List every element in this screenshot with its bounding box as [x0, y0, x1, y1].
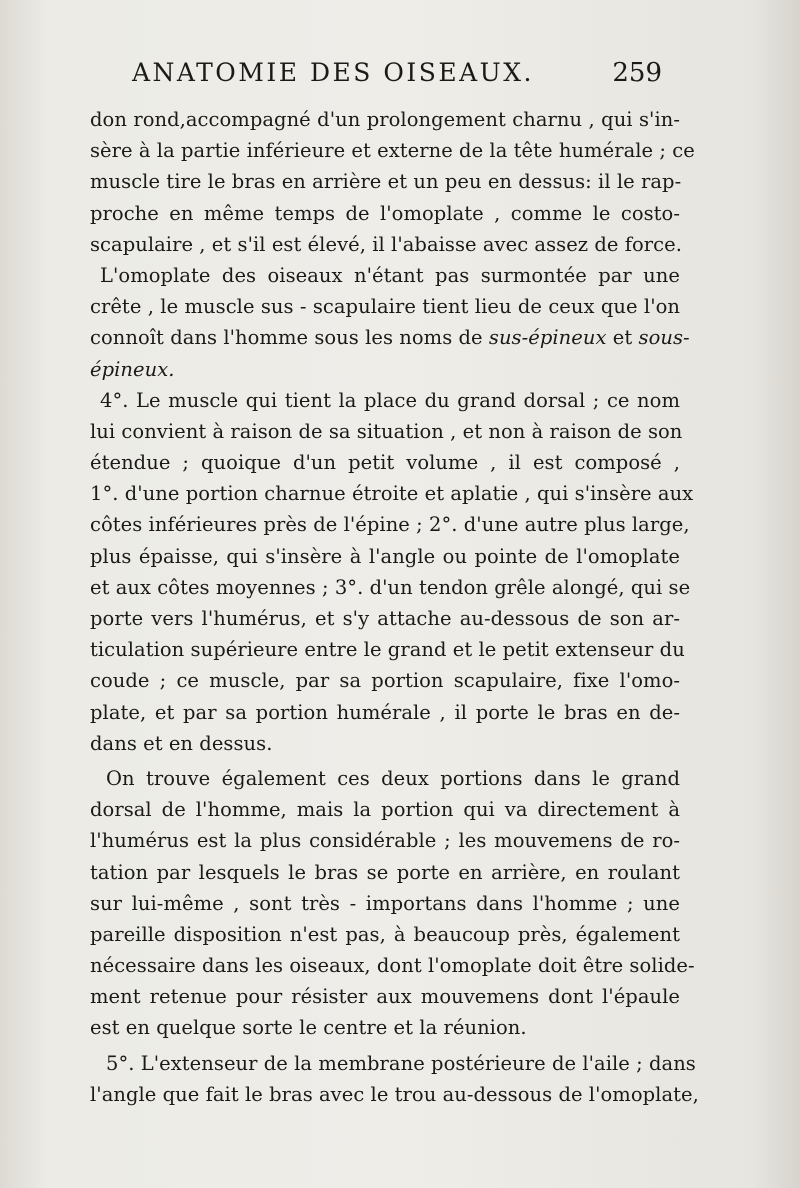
- italic-term: sous-: [638, 326, 690, 350]
- text-line: proche en même temps de l'omoplate , comme le costo-: [90, 201, 680, 225]
- text-line: dans et en dessus.: [90, 731, 273, 755]
- text-line: plate, et par sa portion humérale , il porte le bras en de-: [90, 700, 680, 724]
- text-line: pareille disposition n'est pas, à beaucoup près, également: [90, 922, 680, 946]
- text-line: dorsal de l'homme, mais la portion qui va directement à: [90, 798, 680, 822]
- text-line: muscle tire le bras en arrière et un peu en dessus: il le rap-: [90, 170, 682, 194]
- text-segment: et: [606, 326, 639, 350]
- running-title: ANATOMIE DES OISEAUX.: [132, 58, 534, 87]
- body-text: [90, 104, 699, 1110]
- text-line: scapulaire , et s'il est élevé, il l'abaisse avec assez de force.: [90, 232, 682, 256]
- text-line: [90, 354, 680, 385]
- italic-term: sus-épineux: [488, 326, 607, 350]
- text-line: nécessaire dans les oiseaux, dont l'omoplate doit être solide-: [90, 954, 695, 978]
- text-line: ticulation supérieure entre le grand et le petit extenseur du: [90, 638, 685, 662]
- paragraph-4: [90, 763, 695, 1044]
- italic-term: épineux.: [90, 357, 175, 381]
- text-line: côtes inférieures près de l'épine ; 2°. d'une autre plus large,: [90, 513, 690, 537]
- text-line: tation par lesquels le bras se porte en arrière, en roulant: [90, 860, 680, 884]
- text-line: [90, 322, 690, 353]
- text-line: porte vers l'humérus, et s'y attache au-dessous de son ar-: [90, 607, 680, 630]
- paragraph-1: [90, 104, 695, 260]
- text-line: sur lui-même , sont très - importans dans l'homme ; une: [90, 891, 680, 915]
- text-line: On trouve également ces deux portions dans le grand: [106, 766, 680, 790]
- text-line: et aux côtes moyennes ; 3°. d'un tendon grêle alongé, qui se: [90, 575, 691, 599]
- text-line: coude ; ce muscle, par sa portion scapulaire, fixe l'omo-: [90, 669, 680, 693]
- text-line: est en quelque sorte le centre et la réunion.: [90, 1016, 527, 1040]
- text-line: l'humérus est la plus considérable ; les mouvemens de ro-: [90, 829, 680, 853]
- page-header: [132, 58, 662, 98]
- text-line: 5°. L'extenseur de la membrane postérieure de l'aile ; dans: [106, 1051, 696, 1075]
- text-line: ment retenue pour résister aux mouvemens dont l'épaule: [90, 985, 680, 1009]
- text-line: don rond,accompagné d'un prolongement charnu , qui s'in-: [90, 108, 680, 131]
- text-line: sère à la partie inférieure et externe de la tête humérale ; ce: [90, 139, 695, 163]
- text-line: 4°. Le muscle qui tient la place du grand dorsal ; ce nom: [100, 388, 680, 412]
- text-line: l'angle que fait le bras avec le trou au-dessous de l'omoplate,: [90, 1082, 699, 1106]
- paragraph-5: [90, 1048, 699, 1110]
- text-line: crête , le muscle sus - scapulaire tient lieu de ceux que l'on: [90, 295, 680, 319]
- paragraph-3: [90, 385, 694, 759]
- page-number: 259: [612, 58, 662, 88]
- text-line: 1°. d'une portion charnue étroite et aplatie , qui s'insère aux: [90, 482, 694, 506]
- text-line: L'omoplate des oiseaux n'étant pas surmontée par une: [100, 263, 680, 287]
- text-segment: connoît dans l'homme sous les noms de: [90, 326, 489, 350]
- text-line: étendue ; quoique d'un petit volume , il est composé ,: [90, 451, 680, 475]
- text-line: plus épaisse, qui s'insère à l'angle ou pointe de l'omoplate: [90, 544, 680, 568]
- paragraph-2: [90, 260, 690, 385]
- text-line: lui convient à raison de sa situation , et non à raison de son: [90, 419, 683, 443]
